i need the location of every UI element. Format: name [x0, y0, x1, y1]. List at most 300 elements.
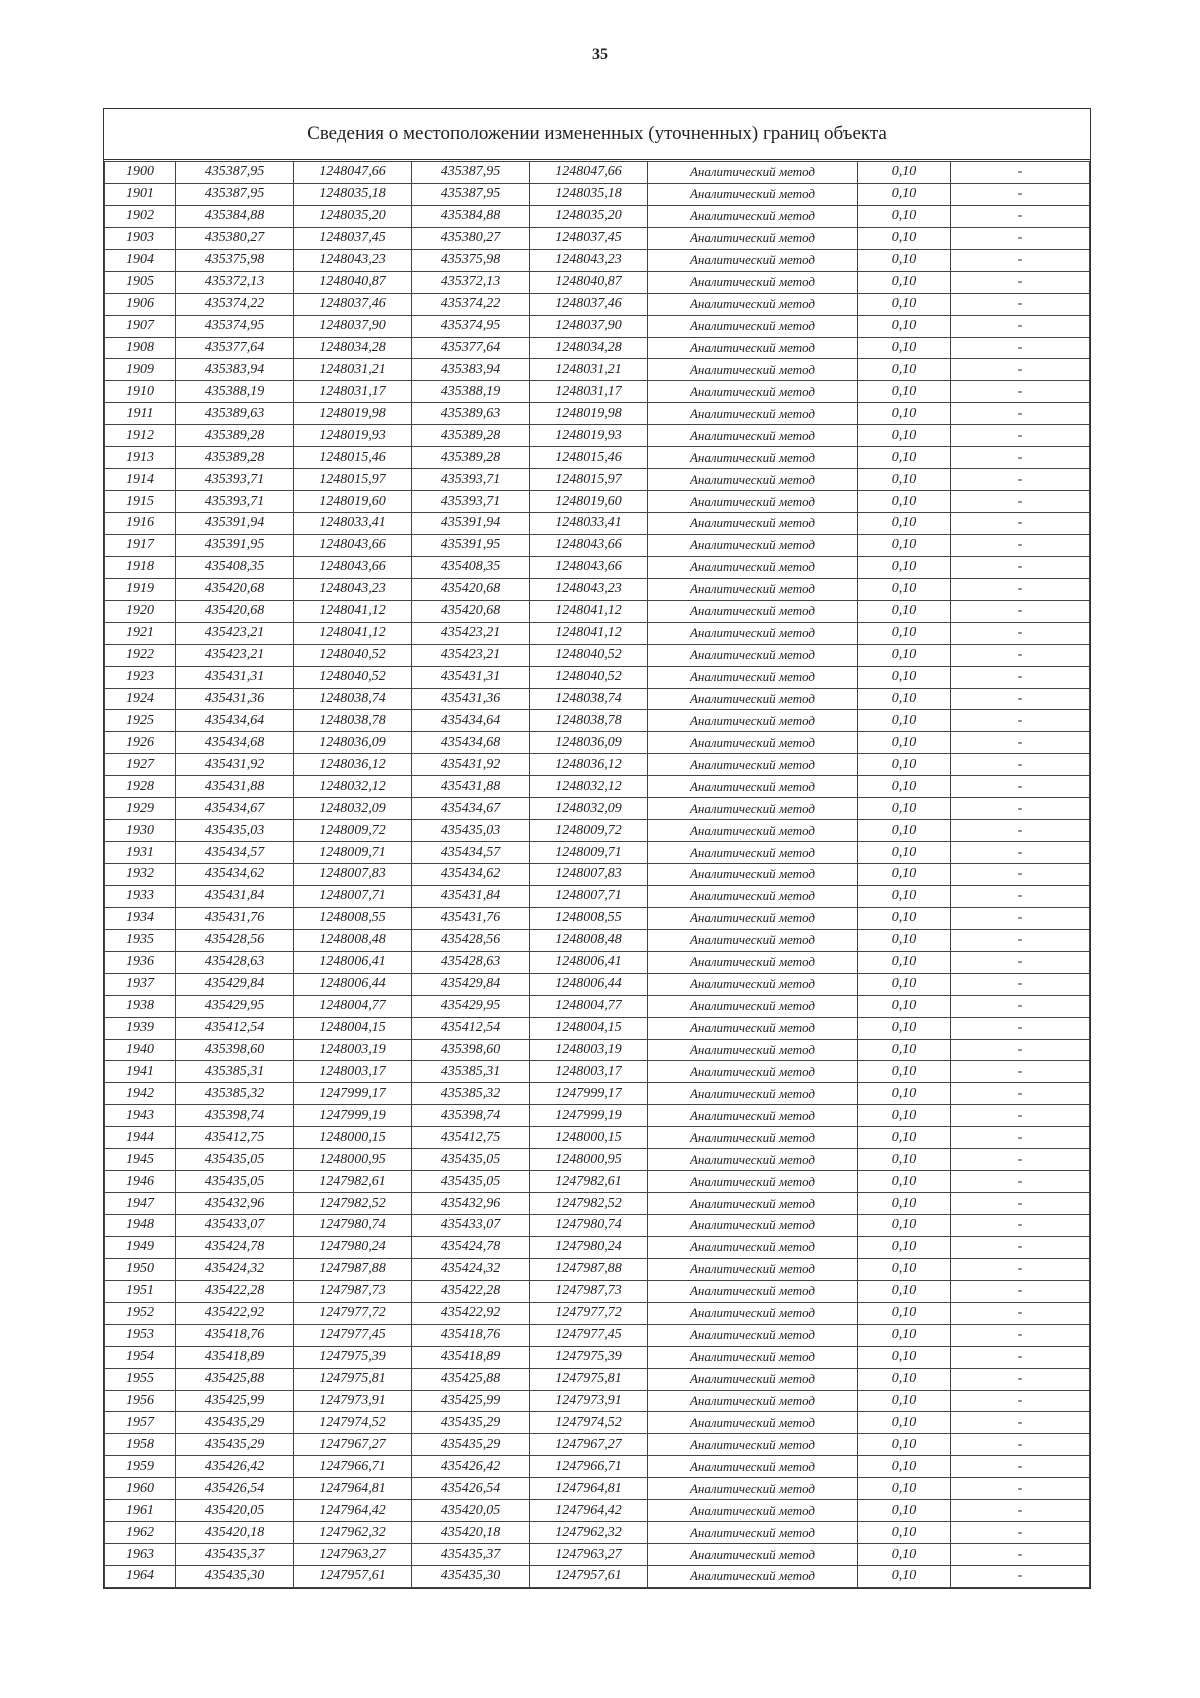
y-updated-cell: 1248043,66: [530, 534, 648, 556]
x-existing-cell: 435408,35: [176, 556, 294, 578]
x-existing-cell: 435424,78: [176, 1236, 294, 1258]
table-row: [105, 1215, 1090, 1237]
x-updated-cell: 435393,71: [412, 469, 530, 491]
table-row: [105, 842, 1090, 864]
note-cell: -: [951, 644, 1090, 666]
accuracy-cell: 0,10: [858, 227, 951, 249]
x-existing-cell: 435412,54: [176, 1017, 294, 1039]
accuracy-cell: 0,10: [858, 754, 951, 776]
table-row: [105, 995, 1090, 1017]
method-cell: Аналитический метод: [648, 359, 858, 381]
accuracy-cell: 0,10: [858, 622, 951, 644]
y-updated-cell: 1247980,74: [530, 1215, 648, 1237]
x-updated-cell: 435423,21: [412, 622, 530, 644]
note-cell: -: [951, 754, 1090, 776]
x-existing-cell: 435428,63: [176, 951, 294, 973]
y-updated-cell: 1247975,39: [530, 1346, 648, 1368]
table-row: [105, 885, 1090, 907]
note-cell: -: [951, 710, 1090, 732]
y-updated-cell: 1248004,15: [530, 1017, 648, 1039]
method-cell: Аналитический метод: [648, 403, 858, 425]
y-updated-cell: 1248047,66: [530, 162, 648, 184]
y-updated-cell: 1247999,17: [530, 1083, 648, 1105]
accuracy-cell: 0,10: [858, 425, 951, 447]
note-cell: -: [951, 1324, 1090, 1346]
x-existing-cell: 435422,28: [176, 1280, 294, 1302]
y-updated-cell: 1248035,20: [530, 205, 648, 227]
y-existing-cell: 1248037,90: [294, 315, 412, 337]
accuracy-cell: 0,10: [858, 1215, 951, 1237]
point-number-cell: 1952: [105, 1302, 176, 1324]
point-number-cell: 1913: [105, 447, 176, 469]
y-updated-cell: 1247999,19: [530, 1105, 648, 1127]
point-number-cell: 1947: [105, 1193, 176, 1215]
y-updated-cell: 1248036,12: [530, 754, 648, 776]
point-number-cell: 1960: [105, 1478, 176, 1500]
y-existing-cell: 1248000,15: [294, 1127, 412, 1149]
y-existing-cell: 1248041,12: [294, 622, 412, 644]
method-cell: Аналитический метод: [648, 864, 858, 886]
method-cell: Аналитический метод: [648, 381, 858, 403]
table-row: [105, 469, 1090, 491]
point-number-cell: 1941: [105, 1061, 176, 1083]
y-existing-cell: 1248015,97: [294, 469, 412, 491]
point-number-cell: 1933: [105, 885, 176, 907]
table-row: [105, 534, 1090, 556]
y-updated-cell: 1248033,41: [530, 513, 648, 535]
x-existing-cell: 435387,95: [176, 183, 294, 205]
table-row: [105, 1346, 1090, 1368]
table-row: [105, 1083, 1090, 1105]
method-cell: Аналитический метод: [648, 710, 858, 732]
accuracy-cell: 0,10: [858, 929, 951, 951]
x-existing-cell: 435429,84: [176, 973, 294, 995]
accuracy-cell: 0,10: [858, 1280, 951, 1302]
note-cell: -: [951, 578, 1090, 600]
y-existing-cell: 1248035,20: [294, 205, 412, 227]
table-row: [105, 425, 1090, 447]
x-existing-cell: 435434,62: [176, 864, 294, 886]
y-existing-cell: 1248019,98: [294, 403, 412, 425]
method-cell: Аналитический метод: [648, 1280, 858, 1302]
x-existing-cell: 435432,96: [176, 1193, 294, 1215]
point-number-cell: 1961: [105, 1500, 176, 1522]
x-existing-cell: 435374,22: [176, 293, 294, 315]
accuracy-cell: 0,10: [858, 403, 951, 425]
method-cell: Аналитический метод: [648, 205, 858, 227]
x-updated-cell: 435398,60: [412, 1039, 530, 1061]
x-updated-cell: 435431,31: [412, 666, 530, 688]
method-cell: Аналитический метод: [648, 776, 858, 798]
point-number-cell: 1925: [105, 710, 176, 732]
note-cell: -: [951, 1434, 1090, 1456]
accuracy-cell: 0,10: [858, 864, 951, 886]
y-updated-cell: 1248040,87: [530, 271, 648, 293]
table-row: [105, 315, 1090, 337]
note-cell: -: [951, 842, 1090, 864]
x-updated-cell: 435433,07: [412, 1215, 530, 1237]
note-cell: -: [951, 907, 1090, 929]
method-cell: Аналитический метод: [648, 622, 858, 644]
method-cell: Аналитический метод: [648, 732, 858, 754]
accuracy-cell: 0,10: [858, 1149, 951, 1171]
table-row: [105, 1456, 1090, 1478]
method-cell: Аналитический метод: [648, 271, 858, 293]
y-updated-cell: 1248031,17: [530, 381, 648, 403]
x-existing-cell: 435434,57: [176, 842, 294, 864]
point-number-cell: 1919: [105, 578, 176, 600]
note-cell: -: [951, 1522, 1090, 1544]
table-row: [105, 929, 1090, 951]
accuracy-cell: 0,10: [858, 315, 951, 337]
x-updated-cell: 435377,64: [412, 337, 530, 359]
accuracy-cell: 0,10: [858, 1127, 951, 1149]
table-row: [105, 622, 1090, 644]
method-cell: Аналитический метод: [648, 556, 858, 578]
table-row: [105, 973, 1090, 995]
method-cell: Аналитический метод: [648, 1566, 858, 1588]
table-row: [105, 1324, 1090, 1346]
method-cell: Аналитический метод: [648, 1456, 858, 1478]
y-existing-cell: 1247975,81: [294, 1368, 412, 1390]
y-updated-cell: 1248000,95: [530, 1149, 648, 1171]
note-cell: -: [951, 1566, 1090, 1588]
y-updated-cell: 1248031,21: [530, 359, 648, 381]
table-row: [105, 710, 1090, 732]
note-cell: -: [951, 1258, 1090, 1280]
x-updated-cell: 435420,68: [412, 578, 530, 600]
x-existing-cell: 435393,71: [176, 469, 294, 491]
method-cell: Аналитический метод: [648, 995, 858, 1017]
x-updated-cell: 435431,84: [412, 885, 530, 907]
x-existing-cell: 435431,92: [176, 754, 294, 776]
x-existing-cell: 435375,98: [176, 249, 294, 271]
y-existing-cell: 1248004,15: [294, 1017, 412, 1039]
table-row: [105, 491, 1090, 513]
method-cell: Аналитический метод: [648, 885, 858, 907]
x-existing-cell: 435383,94: [176, 359, 294, 381]
table-row: [105, 776, 1090, 798]
method-cell: Аналитический метод: [648, 798, 858, 820]
y-updated-cell: 1248000,15: [530, 1127, 648, 1149]
y-updated-cell: 1248034,28: [530, 337, 648, 359]
y-existing-cell: 1247980,74: [294, 1215, 412, 1237]
x-existing-cell: 435420,68: [176, 578, 294, 600]
x-existing-cell: 435435,37: [176, 1544, 294, 1566]
method-cell: Аналитический метод: [648, 1215, 858, 1237]
table-row: [105, 1500, 1090, 1522]
y-updated-cell: 1248006,41: [530, 951, 648, 973]
accuracy-cell: 0,10: [858, 600, 951, 622]
x-updated-cell: 435431,88: [412, 776, 530, 798]
note-cell: -: [951, 1302, 1090, 1324]
accuracy-cell: 0,10: [858, 1105, 951, 1127]
x-existing-cell: 435398,74: [176, 1105, 294, 1127]
table-row: [105, 556, 1090, 578]
y-updated-cell: 1248008,55: [530, 907, 648, 929]
method-cell: Аналитический метод: [648, 1500, 858, 1522]
note-cell: -: [951, 534, 1090, 556]
method-cell: Аналитический метод: [648, 1083, 858, 1105]
y-existing-cell: 1248034,28: [294, 337, 412, 359]
note-cell: -: [951, 403, 1090, 425]
y-existing-cell: 1248008,48: [294, 929, 412, 951]
method-cell: Аналитический метод: [648, 1127, 858, 1149]
note-cell: -: [951, 227, 1090, 249]
point-number-cell: 1944: [105, 1127, 176, 1149]
point-number-cell: 1939: [105, 1017, 176, 1039]
y-existing-cell: 1248043,66: [294, 556, 412, 578]
x-updated-cell: 435434,67: [412, 798, 530, 820]
y-existing-cell: 1247962,32: [294, 1522, 412, 1544]
x-updated-cell: 435424,32: [412, 1258, 530, 1280]
point-number-cell: 1953: [105, 1324, 176, 1346]
x-existing-cell: 435385,32: [176, 1083, 294, 1105]
accuracy-cell: 0,10: [858, 973, 951, 995]
point-number-cell: 1931: [105, 842, 176, 864]
y-updated-cell: 1248040,52: [530, 666, 648, 688]
note-cell: -: [951, 600, 1090, 622]
point-number-cell: 1902: [105, 205, 176, 227]
method-cell: Аналитический метод: [648, 644, 858, 666]
note-cell: -: [951, 951, 1090, 973]
x-existing-cell: 435422,92: [176, 1302, 294, 1324]
table-row: [105, 798, 1090, 820]
note-cell: -: [951, 798, 1090, 820]
y-updated-cell: 1248041,12: [530, 622, 648, 644]
method-cell: Аналитический метод: [648, 513, 858, 535]
x-existing-cell: 435418,89: [176, 1346, 294, 1368]
table-row: [105, 183, 1090, 205]
x-existing-cell: 435431,31: [176, 666, 294, 688]
table-row: [105, 1193, 1090, 1215]
x-updated-cell: 435391,94: [412, 513, 530, 535]
boundary-table: [103, 108, 1091, 1589]
y-existing-cell: 1248037,46: [294, 293, 412, 315]
y-existing-cell: 1247980,24: [294, 1236, 412, 1258]
x-updated-cell: 435374,22: [412, 293, 530, 315]
x-existing-cell: 435431,76: [176, 907, 294, 929]
table-row: [105, 688, 1090, 710]
y-updated-cell: 1248038,78: [530, 710, 648, 732]
point-number-cell: 1927: [105, 754, 176, 776]
note-cell: -: [951, 491, 1090, 513]
point-number-cell: 1934: [105, 907, 176, 929]
table-row: [105, 666, 1090, 688]
note-cell: -: [951, 1017, 1090, 1039]
point-number-cell: 1904: [105, 249, 176, 271]
y-existing-cell: 1247957,61: [294, 1566, 412, 1588]
accuracy-cell: 0,10: [858, 666, 951, 688]
accuracy-cell: 0,10: [858, 1039, 951, 1061]
x-existing-cell: 435388,19: [176, 381, 294, 403]
note-cell: -: [951, 337, 1090, 359]
note-cell: -: [951, 864, 1090, 886]
method-cell: Аналитический метод: [648, 1522, 858, 1544]
y-existing-cell: 1247982,52: [294, 1193, 412, 1215]
table-row: [105, 1105, 1090, 1127]
x-existing-cell: 435433,07: [176, 1215, 294, 1237]
table-row: [105, 271, 1090, 293]
y-existing-cell: 1248032,12: [294, 776, 412, 798]
accuracy-cell: 0,10: [858, 447, 951, 469]
y-updated-cell: 1247973,91: [530, 1390, 648, 1412]
accuracy-cell: 0,10: [858, 183, 951, 205]
accuracy-cell: 0,10: [858, 293, 951, 315]
method-cell: Аналитический метод: [648, 1171, 858, 1193]
x-updated-cell: 435435,37: [412, 1544, 530, 1566]
y-updated-cell: 1248037,46: [530, 293, 648, 315]
y-updated-cell: 1248043,23: [530, 578, 648, 600]
y-existing-cell: 1247964,42: [294, 1500, 412, 1522]
table-row: [105, 1258, 1090, 1280]
x-existing-cell: 435426,54: [176, 1478, 294, 1500]
x-updated-cell: 435426,54: [412, 1478, 530, 1500]
table-row: [105, 600, 1090, 622]
table-row: [105, 403, 1090, 425]
method-cell: Аналитический метод: [648, 1039, 858, 1061]
y-updated-cell: 1247987,88: [530, 1258, 648, 1280]
note-cell: -: [951, 381, 1090, 403]
table-row: [105, 864, 1090, 886]
x-existing-cell: 435423,21: [176, 622, 294, 644]
y-existing-cell: 1247973,91: [294, 1390, 412, 1412]
method-cell: Аналитический метод: [648, 1544, 858, 1566]
x-updated-cell: 435398,74: [412, 1105, 530, 1127]
note-cell: -: [951, 1500, 1090, 1522]
x-updated-cell: 435434,62: [412, 864, 530, 886]
note-cell: -: [951, 1039, 1090, 1061]
x-updated-cell: 435426,42: [412, 1456, 530, 1478]
x-existing-cell: 435374,95: [176, 315, 294, 337]
y-existing-cell: 1248008,55: [294, 907, 412, 929]
note-cell: -: [951, 1544, 1090, 1566]
y-updated-cell: 1248006,44: [530, 973, 648, 995]
note-cell: -: [951, 425, 1090, 447]
x-existing-cell: 435428,56: [176, 929, 294, 951]
accuracy-cell: 0,10: [858, 1478, 951, 1500]
table-row: [105, 1302, 1090, 1324]
note-cell: -: [951, 1478, 1090, 1500]
y-updated-cell: 1247963,27: [530, 1544, 648, 1566]
y-updated-cell: 1248043,23: [530, 249, 648, 271]
y-existing-cell: 1248019,60: [294, 491, 412, 513]
method-cell: Аналитический метод: [648, 688, 858, 710]
x-existing-cell: 435391,95: [176, 534, 294, 556]
page-number: 35: [592, 46, 608, 63]
accuracy-cell: 0,10: [858, 1500, 951, 1522]
y-existing-cell: 1248037,45: [294, 227, 412, 249]
point-number-cell: 1954: [105, 1346, 176, 1368]
x-updated-cell: 435422,92: [412, 1302, 530, 1324]
y-updated-cell: 1248032,12: [530, 776, 648, 798]
note-cell: -: [951, 469, 1090, 491]
y-existing-cell: 1248043,66: [294, 534, 412, 556]
x-existing-cell: 435387,95: [176, 162, 294, 184]
y-updated-cell: 1248037,90: [530, 315, 648, 337]
x-existing-cell: 435389,28: [176, 447, 294, 469]
y-existing-cell: 1247974,52: [294, 1412, 412, 1434]
accuracy-cell: 0,10: [858, 951, 951, 973]
note-cell: -: [951, 1127, 1090, 1149]
accuracy-cell: 0,10: [858, 798, 951, 820]
x-updated-cell: 435383,94: [412, 359, 530, 381]
accuracy-cell: 0,10: [858, 1522, 951, 1544]
point-number-cell: 1909: [105, 359, 176, 381]
point-number-cell: 1912: [105, 425, 176, 447]
table-row: [105, 1171, 1090, 1193]
accuracy-cell: 0,10: [858, 1061, 951, 1083]
x-existing-cell: 435435,03: [176, 820, 294, 842]
y-updated-cell: 1247964,81: [530, 1478, 648, 1500]
note-cell: -: [951, 885, 1090, 907]
accuracy-cell: 0,10: [858, 491, 951, 513]
point-number-cell: 1928: [105, 776, 176, 798]
method-cell: Аналитический метод: [648, 842, 858, 864]
y-existing-cell: 1247977,45: [294, 1324, 412, 1346]
y-existing-cell: 1248006,41: [294, 951, 412, 973]
x-updated-cell: 435435,05: [412, 1149, 530, 1171]
x-updated-cell: 435385,31: [412, 1061, 530, 1083]
y-existing-cell: 1248009,71: [294, 842, 412, 864]
y-existing-cell: 1248036,09: [294, 732, 412, 754]
table-row: [105, 1039, 1090, 1061]
y-updated-cell: 1247966,71: [530, 1456, 648, 1478]
method-cell: Аналитический метод: [648, 1105, 858, 1127]
y-existing-cell: 1247964,81: [294, 1478, 412, 1500]
point-number-cell: 1921: [105, 622, 176, 644]
y-existing-cell: 1248033,41: [294, 513, 412, 535]
table-row: [105, 162, 1090, 184]
y-updated-cell: 1248019,93: [530, 425, 648, 447]
x-existing-cell: 435434,68: [176, 732, 294, 754]
point-number-cell: 1935: [105, 929, 176, 951]
method-cell: Аналитический метод: [648, 1412, 858, 1434]
x-existing-cell: 435420,68: [176, 600, 294, 622]
point-number-cell: 1964: [105, 1566, 176, 1588]
y-updated-cell: 1248003,17: [530, 1061, 648, 1083]
y-existing-cell: 1248031,21: [294, 359, 412, 381]
x-existing-cell: 435435,29: [176, 1434, 294, 1456]
method-cell: Аналитический метод: [648, 1193, 858, 1215]
accuracy-cell: 0,10: [858, 688, 951, 710]
y-updated-cell: 1248009,71: [530, 842, 648, 864]
x-updated-cell: 435435,03: [412, 820, 530, 842]
note-cell: -: [951, 1346, 1090, 1368]
point-number-cell: 1924: [105, 688, 176, 710]
point-number-cell: 1940: [105, 1039, 176, 1061]
accuracy-cell: 0,10: [858, 556, 951, 578]
method-cell: Аналитический метод: [648, 973, 858, 995]
y-existing-cell: 1248036,12: [294, 754, 412, 776]
x-updated-cell: 435420,68: [412, 600, 530, 622]
method-cell: Аналитический метод: [648, 1346, 858, 1368]
x-existing-cell: 435424,32: [176, 1258, 294, 1280]
x-updated-cell: 435431,92: [412, 754, 530, 776]
x-updated-cell: 435429,84: [412, 973, 530, 995]
note-cell: -: [951, 183, 1090, 205]
method-cell: Аналитический метод: [648, 534, 858, 556]
x-existing-cell: 435412,75: [176, 1127, 294, 1149]
x-updated-cell: 435420,18: [412, 1522, 530, 1544]
table-row: [105, 1390, 1090, 1412]
note-cell: -: [951, 162, 1090, 184]
x-updated-cell: 435422,28: [412, 1280, 530, 1302]
table-row: [105, 1434, 1090, 1456]
table-row: [105, 359, 1090, 381]
x-existing-cell: 435435,05: [176, 1149, 294, 1171]
point-number-cell: 1937: [105, 973, 176, 995]
